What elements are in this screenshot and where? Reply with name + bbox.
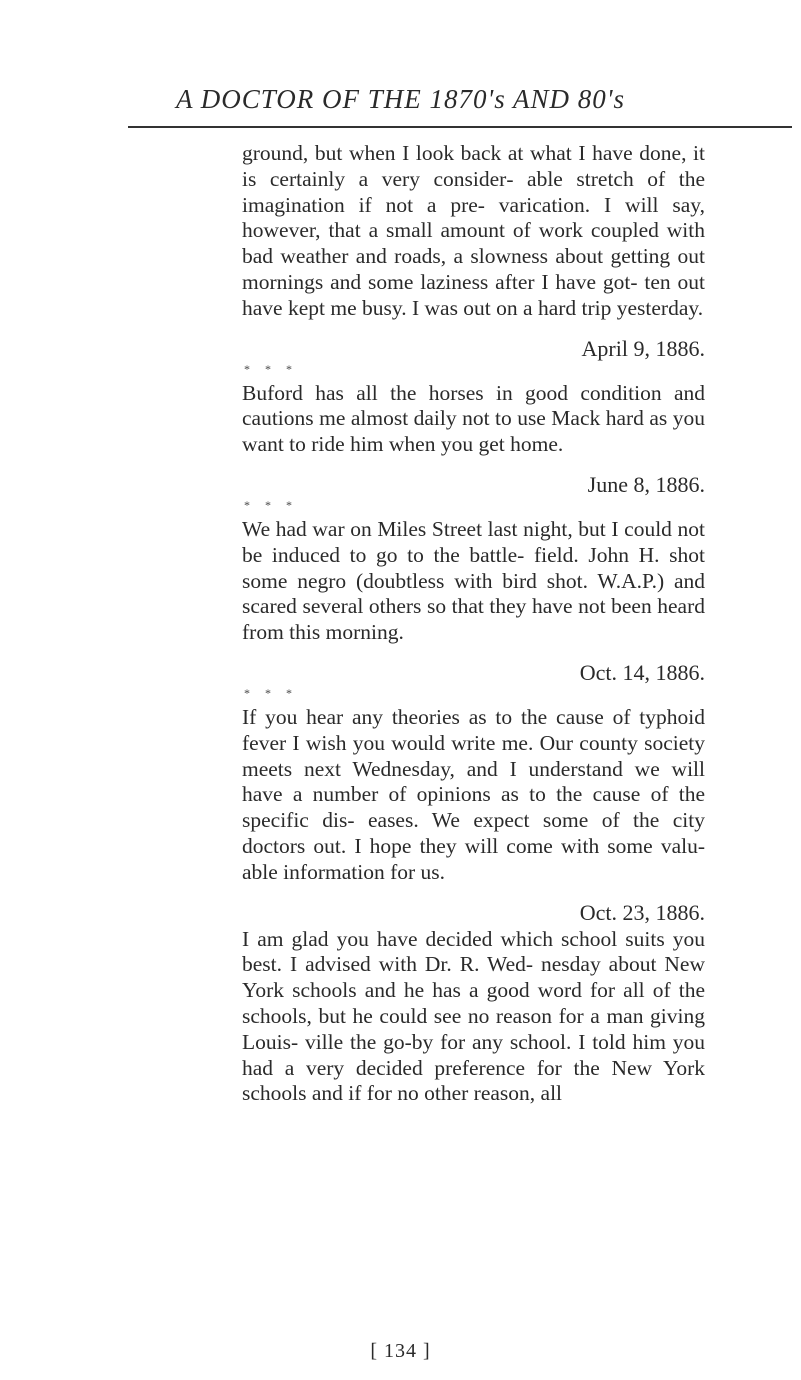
paragraph: I am glad you have decided which school suits you best. I advised with Dr. R. Wed‐ nesday about New York schools and he has a good word for all of the schools, but he could see no reason for a man giving Louis‐ ville the go‐by for any school. I told him you had a very decided preference for the New York schools and if for no other reason, all [242,926,705,1106]
header-rule [128,126,792,128]
section-separator: * * * [244,685,298,700]
body-text [242,141,705,1107]
section-separator: * * * [244,497,298,512]
page-number: [ 134 ] [370,1340,431,1362]
dateline: June 8, 1886. [587,471,705,497]
running-head: A DOCTOR OF THE 1870's AND 80's [175,84,626,114]
section-separator: * * * [244,361,298,376]
paragraph: ground, but when I look back at what I have done, it is certainly a very consider‐ able stretch of the imagination if not a pre‐ varication. I will say, however, that a small amount of work coupled with bad weather and roads, a slowness about getting out mornings and some laziness after I have got‐ ten out have kept me busy. I was out on a hard trip yesterday. [242,141,705,320]
paragraph: We had war on Miles Street last night, but I could not be induced to go to the battle‐ field. John H. shot some negro (doubtless with bird shot. W.A.P.) and scared several others so that they have not been heard from this morning. [242,516,705,645]
dateline: Oct. 14, 1886. [579,659,705,685]
paragraph: If you hear any theories as to the cause of typhoid fever I wish you would write me. Our county society meets next Wednesday, and I understand we will have a number of opinions as to the cause of the specific dis‐ eases. We expect some of the city doctors out. I hope they will come with some valu‐ able information for us. [242,704,705,884]
paragraph: Buford has all the horses in good condition and cautions me almost daily not to use Mack hard as you want to ride him when you get home. [242,380,705,457]
dateline: Oct. 23, 1886. [579,899,705,925]
dateline: April 9, 1886. [581,335,705,361]
